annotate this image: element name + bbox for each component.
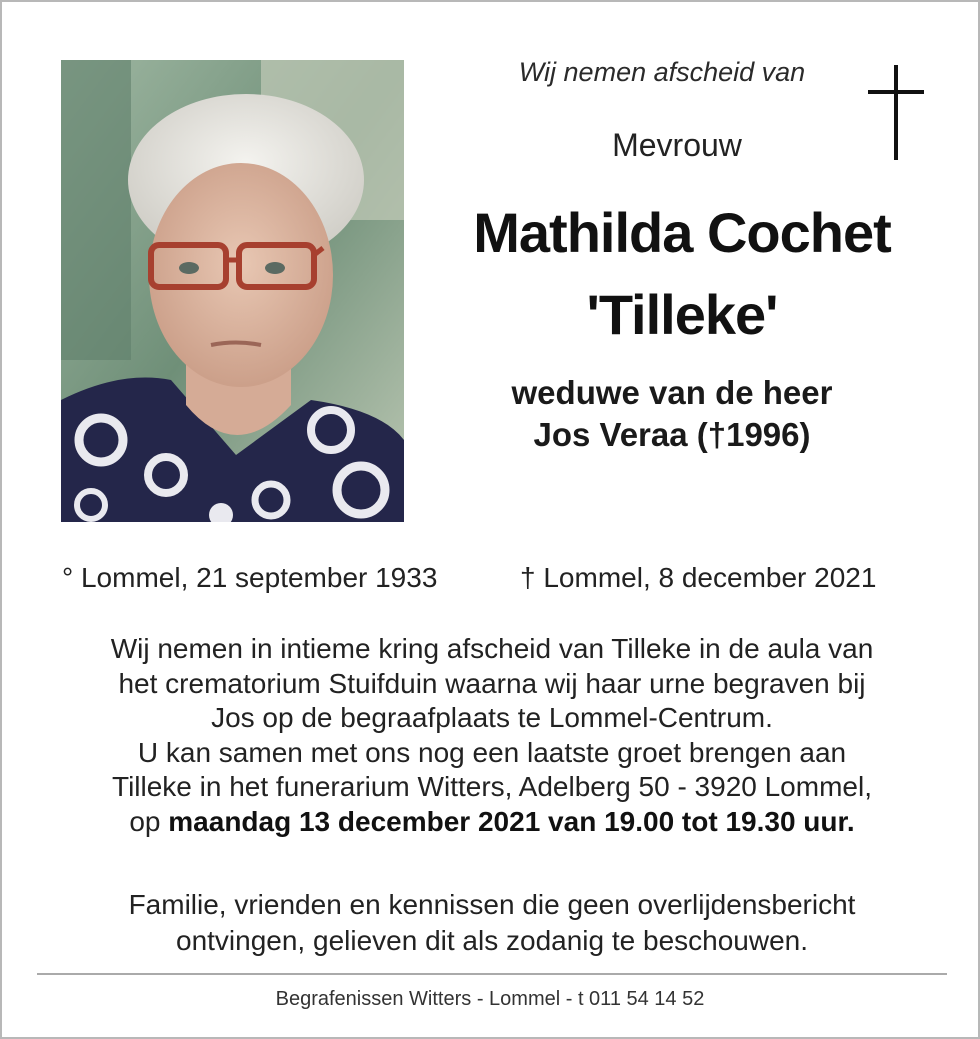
funeral-home-footer: Begrafenissen Witters - Lommel - t 011 54 14 52 bbox=[275, 988, 705, 1010]
ceremony-line: Wij nemen in intieme kring afscheid van Tilleke in de aula van bbox=[110, 633, 874, 664]
divider bbox=[37, 973, 947, 975]
family-note bbox=[22, 887, 962, 959]
ceremony-text bbox=[22, 632, 962, 839]
family-note-line-2: ontvingen, gelieven dit als zodanig te beschouwen. bbox=[176, 925, 808, 956]
ceremony-line: het crematorium Stuifduin waarna wij haar urne begraven bij bbox=[118, 667, 866, 699]
deceased-name bbox=[402, 192, 962, 356]
ceremony-line: Jos op de begraafplaats te Lommel-Centrum. bbox=[211, 702, 773, 733]
intro-text: Wij nemen afscheid van bbox=[518, 57, 806, 87]
ceremony-line: Tilleke in het funerarium Witters, Adelberg 50 - 3920 Lommel, bbox=[112, 771, 872, 802]
birth-date: ° Lommel, 21 september 1933 bbox=[62, 562, 438, 593]
visitation-prefix: op bbox=[129, 805, 161, 837]
name-line-2: 'Tilleke' bbox=[586, 283, 778, 346]
salutation: Mevrouw bbox=[612, 127, 742, 163]
family-note-line-1: Familie, vrienden en kennissen die geen overlijdensbericht bbox=[128, 889, 856, 920]
ceremony-line bbox=[22, 805, 962, 840]
spouse-info bbox=[432, 372, 912, 456]
ceremony-line: U kan samen met ons nog een laatste groet brengen aan bbox=[137, 736, 847, 768]
spouse-line-1: weduwe van de heer bbox=[511, 374, 833, 411]
name-line-1: Mathilda Cochet bbox=[473, 201, 891, 264]
portrait-photo bbox=[61, 60, 404, 522]
spouse-line-2: Jos Veraa (†1996) bbox=[533, 416, 811, 453]
death-date: † Lommel, 8 december 2021 bbox=[520, 562, 877, 593]
visitation-time: maandag 13 december 2021 van 19.00 tot 19.30 uur. bbox=[168, 805, 855, 837]
